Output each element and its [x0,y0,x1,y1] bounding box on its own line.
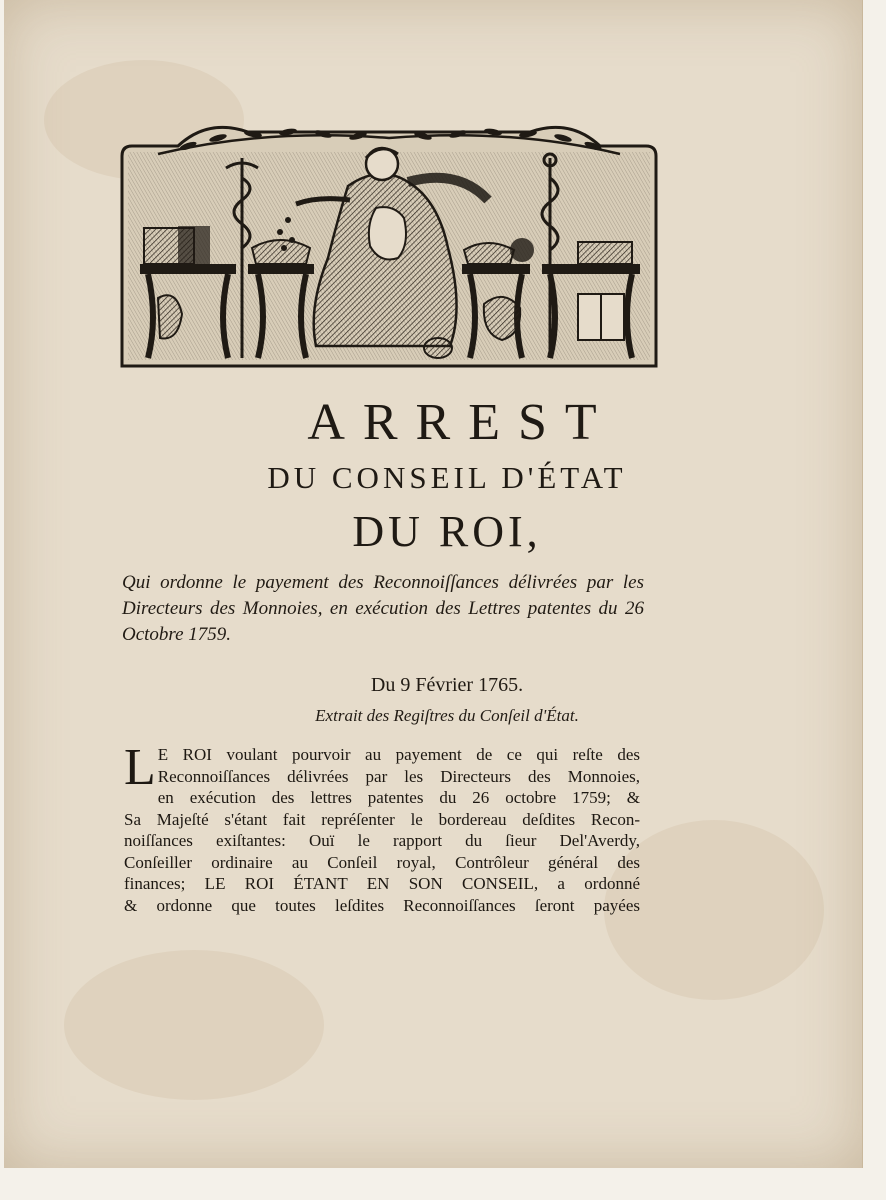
document-body [124,739,640,916]
body-line: Sa Majeſté s'étant fait repréſenter le bordereau deſdites Recon- [124,809,640,829]
document-page [4,0,863,1168]
body-line: & ordonne que toutes leſdites Reconnoiſſances ſeront payées [124,895,640,915]
document-summary: Qui ordonne le payement des Reconnoiſſances délivrées par les Directeurs des Monnoies, en exécution des Lettres patentes du 26 Octobre 1759. [122,572,644,645]
drop-cap: L [124,739,156,796]
document-date: Du 9 Février 1765. [370,674,524,696]
engraved-vignette-icon [118,108,660,370]
body-line: Conſeiller ordinaire au Conſeil royal, Contrôleur général des [124,852,640,872]
body-line: E ROI voulant pourvoir au payement de ce qui reſte des [157,745,640,764]
document-subtitle-king: DU ROI, [352,507,542,556]
body-line: noiſſances exiſtantes: Ouï le rapport du ſieur Del'Averdy, [124,831,640,850]
document-title: ARREST [307,394,615,451]
paper-stain [64,950,324,1100]
body-line: en exécution des lettres patentes du 26 octobre 1759; & [157,788,640,807]
body-line: Reconnoiſſances délivrées par les Directeurs des Monnoies, [157,766,640,786]
body-line: finances; LE ROI ÉTANT EN SON CONSEIL, a ordonné [124,874,640,893]
register-extract: Extrait des Regiſtres du Conſeil d'État. [315,706,579,725]
document-subtitle-council: DU CONSEIL D'ÉTAT [267,460,627,495]
